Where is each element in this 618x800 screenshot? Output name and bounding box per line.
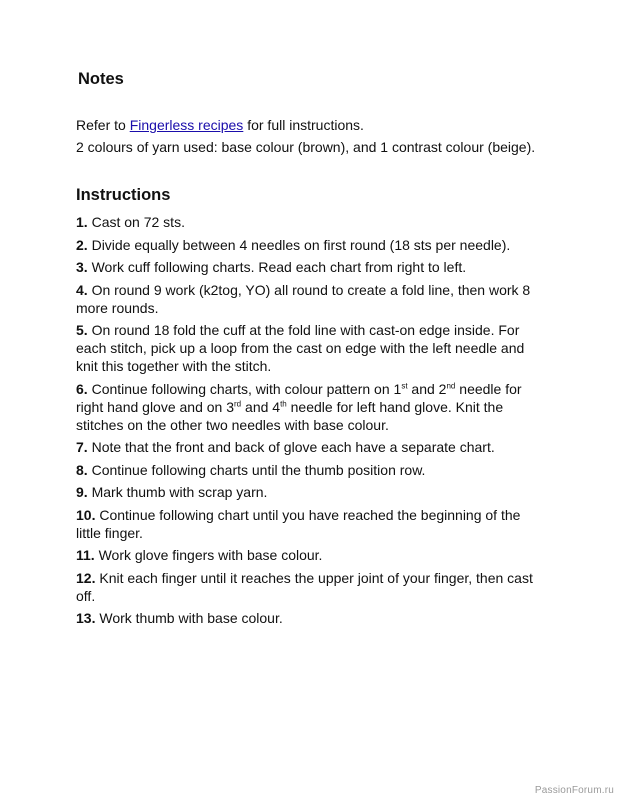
step-text: Cast on 72 sts.	[87, 214, 185, 230]
notes-reference-line	[76, 116, 546, 134]
instructions-list	[76, 213, 546, 632]
step-text: Divide equally between 4 needles on first round (18 sts per needle).	[87, 236, 511, 253]
step-number: 12.	[76, 569, 96, 586]
instructions-heading: Instructions	[76, 186, 171, 204]
step-10	[76, 506, 546, 542]
step-text: Work cuff following charts. Read each chart from right to left.	[87, 259, 467, 275]
step-text: Work thumb with base colour.	[95, 610, 283, 626]
step-number: 11.	[76, 547, 95, 563]
step-number: 4.	[76, 281, 88, 298]
step-text: Knit each finger until it reaches the upper joint of your finger, then cast off.	[76, 569, 533, 604]
step-4	[76, 281, 546, 317]
step-text: Mark thumb with scrap yarn.	[87, 484, 268, 500]
step-text: On round 9 work (k2tog, YO) all round to create a fold line, then work 8 more rounds.	[76, 281, 531, 316]
step-number: 6.	[76, 380, 88, 397]
step-8	[76, 461, 546, 479]
step-text-part: and 2	[407, 380, 447, 397]
step-2	[76, 236, 546, 254]
step-text-part: Continue following charts, with colour pattern on 1	[87, 380, 402, 397]
step-text: On round 18 fold the cuff at the fold line with cast-on edge inside. For each stitch, pick up a loop from the cast on edge with the left needle and knit this together with the stitch.	[76, 322, 525, 374]
notes-yarn-line: 2 colours of yarn used: base colour (brown), and 1 contrast colour (beige).	[76, 139, 536, 155]
step-12	[76, 569, 546, 605]
step-13	[76, 609, 546, 627]
step-11	[76, 546, 546, 564]
step-text: Work glove fingers with base colour.	[94, 547, 323, 563]
step-number: 5.	[76, 322, 88, 338]
step-6	[76, 380, 546, 434]
step-number: 7.	[76, 439, 88, 455]
notes-reference-suffix: for full instructions.	[243, 117, 364, 133]
step-number: 2.	[76, 236, 88, 253]
ordinal-suffix: rd	[234, 398, 242, 408]
ordinal-suffix: th	[280, 398, 287, 408]
step-number: 9.	[76, 484, 88, 500]
ordinal-suffix: nd	[446, 380, 456, 390]
step-text-part: needle for right hand glove and on 3	[76, 380, 522, 415]
step-9	[76, 483, 546, 501]
step-number: 1.	[76, 214, 88, 230]
step-text-part: and 4	[241, 398, 281, 415]
step-text: Continue following chart until you have reached the beginning of the little finger.	[76, 506, 521, 541]
step-text: Note that the front and back of glove each have a separate chart.	[87, 439, 495, 455]
step-text	[76, 381, 522, 433]
fingerless-recipes-link[interactable]: Fingerless recipes	[129, 117, 244, 133]
step-number: 3.	[76, 259, 88, 275]
step-number: 10.	[76, 506, 96, 523]
step-text-part: needle for left hand glove. Knit the stitches on the other two needles with base colour.	[76, 398, 504, 433]
step-1	[76, 213, 546, 231]
step-text: Continue following charts until the thumb position row.	[87, 461, 426, 478]
step-number: 13.	[76, 610, 96, 626]
step-5	[76, 321, 546, 375]
site-watermark: PassionForum.ru	[534, 785, 614, 796]
ordinal-suffix: st	[401, 380, 408, 390]
notes-reference-prefix: Refer to	[76, 117, 130, 133]
step-3	[76, 258, 546, 276]
step-7	[76, 438, 546, 456]
notes-heading: Notes	[78, 70, 124, 88]
step-number: 8.	[76, 461, 88, 478]
